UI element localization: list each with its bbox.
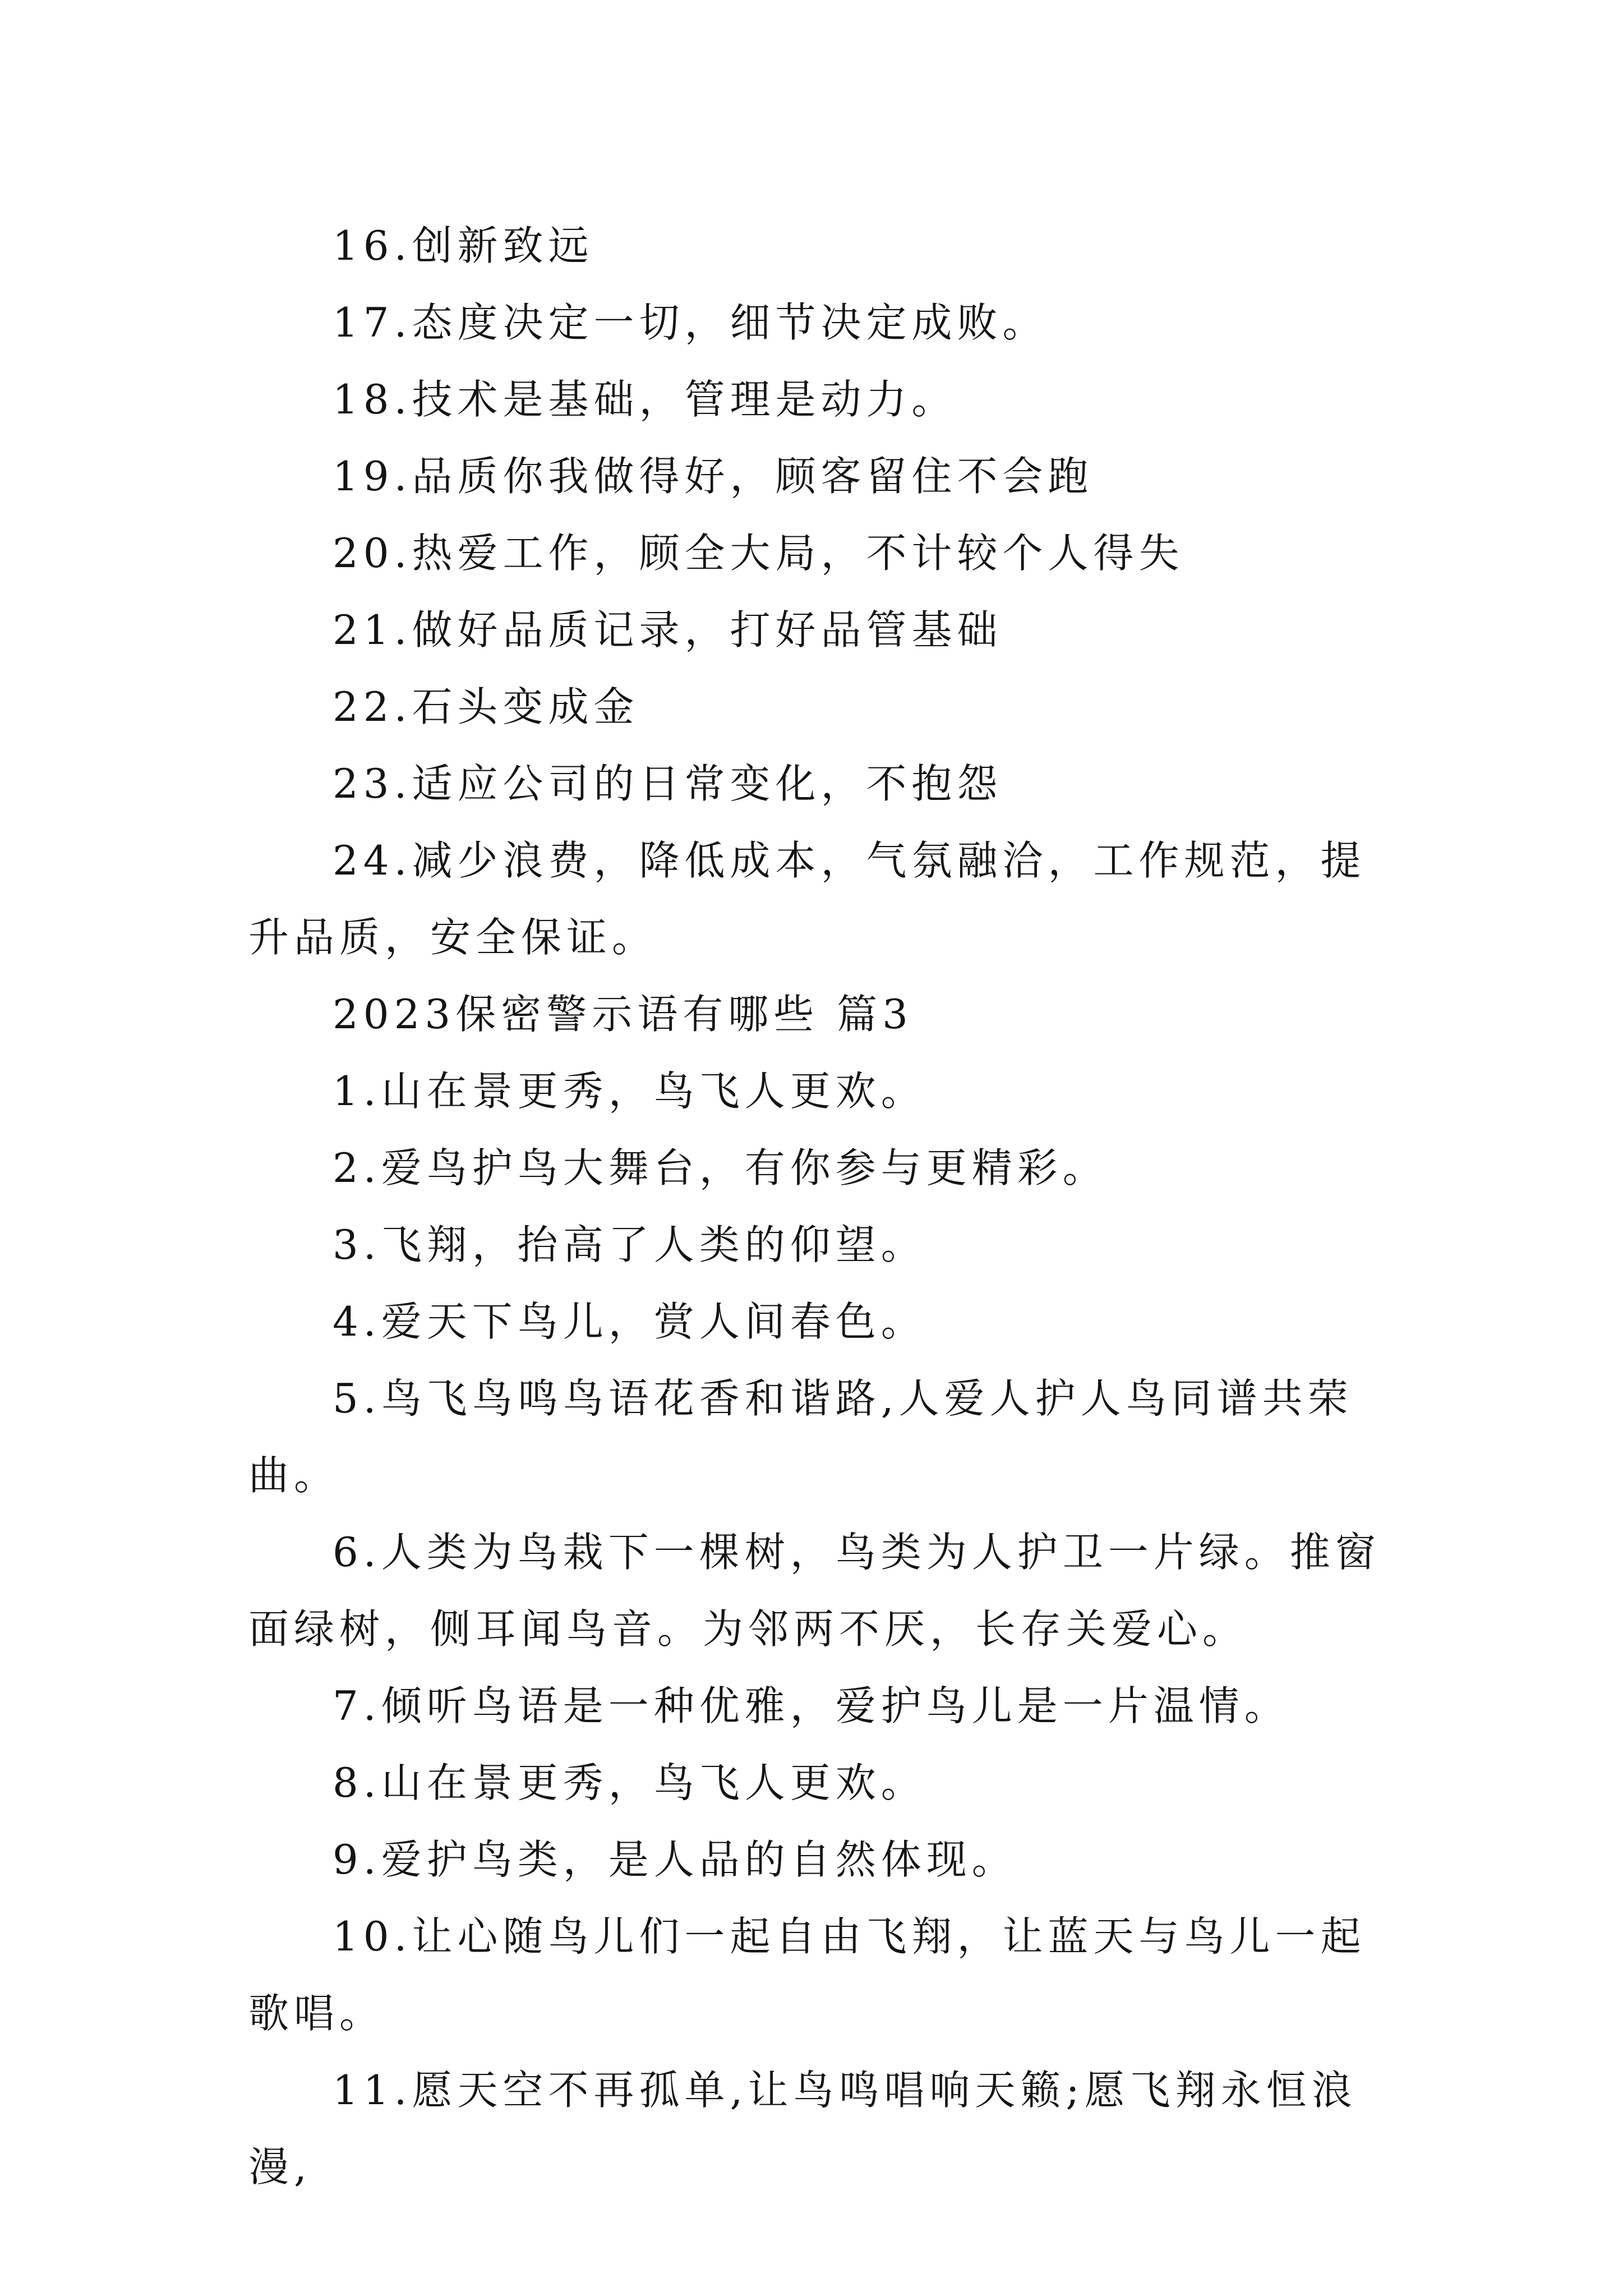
paragraph-slogan-21: 21.做好品质记录，打好品管基础 bbox=[333, 606, 1003, 654]
paragraph-slogan-22: 22.石头变成金 bbox=[333, 683, 639, 730]
paragraph-bird-slogan-8: 8.山在景更秀，鸟飞人更欢。 bbox=[333, 1759, 926, 1806]
paragraph-bird-slogan-2: 2.爱鸟护鸟大舞台，有你参与更精彩。 bbox=[333, 1144, 1108, 1191]
paragraph-bird-slogan-11: 11.愿天空不再孤单,让鸟鸣唱响天籁;愿飞翔永恒浪漫, bbox=[248, 2067, 1357, 2191]
paragraph-bird-slogan-3: 3.飞翔，抬高了人类的仰望。 bbox=[333, 1221, 926, 1268]
paragraph-slogan-17: 17.态度决定一切，细节决定成败。 bbox=[333, 299, 1048, 346]
document-body bbox=[248, 208, 1387, 2206]
paragraph-slogan-18: 18.技术是基础，管理是动力。 bbox=[333, 376, 957, 423]
paragraph-bird-slogan-9: 9.爱护鸟类，是人品的自然体现。 bbox=[333, 1836, 1017, 1883]
paragraph-slogan-20: 20.热爱工作，顾全大局，不计较个人得失 bbox=[333, 530, 1184, 577]
paragraph-bird-slogan-1: 1.山在景更秀，鸟飞人更欢。 bbox=[333, 1068, 926, 1115]
paragraph-slogan-19: 19.品质你我做得好，顾客留住不会跑 bbox=[333, 453, 1094, 500]
paragraph-slogan-16: 16.创新致远 bbox=[333, 222, 594, 269]
paragraph-slogan-23: 23.适应公司的日常变化，不抱怨 bbox=[333, 760, 1003, 807]
paragraph-bird-slogan-6: 6.人类为鸟栽下一棵树，鸟类为人护卫一片绿。推窗面绿树，侧耳闻鸟音。为邻两不厌，长存关爱心。 bbox=[248, 1529, 1381, 1653]
paragraph-bird-slogan-10: 10.让心随鸟儿们一起自由飞翔，让蓝天与鸟儿一起歌唱。 bbox=[248, 1913, 1366, 2037]
paragraph-bird-slogan-5: 5.鸟飞鸟鸣鸟语花香和谐路,人爱人护人鸟同谱共荣曲。 bbox=[248, 1375, 1353, 1499]
section-heading: 2023保密警示语有哪些 篇3 bbox=[333, 991, 913, 1038]
paragraph-bird-slogan-4: 4.爱天下鸟儿，赏人间春色。 bbox=[333, 1298, 926, 1345]
paragraph-slogan-24: 24.减少浪费，降低成本，气氛融洽，工作规范，提升品质，安全保证。 bbox=[248, 837, 1366, 961]
paragraph-bird-slogan-7: 7.倾听鸟语是一种优雅，爱护鸟儿是一片温情。 bbox=[333, 1682, 1290, 1729]
